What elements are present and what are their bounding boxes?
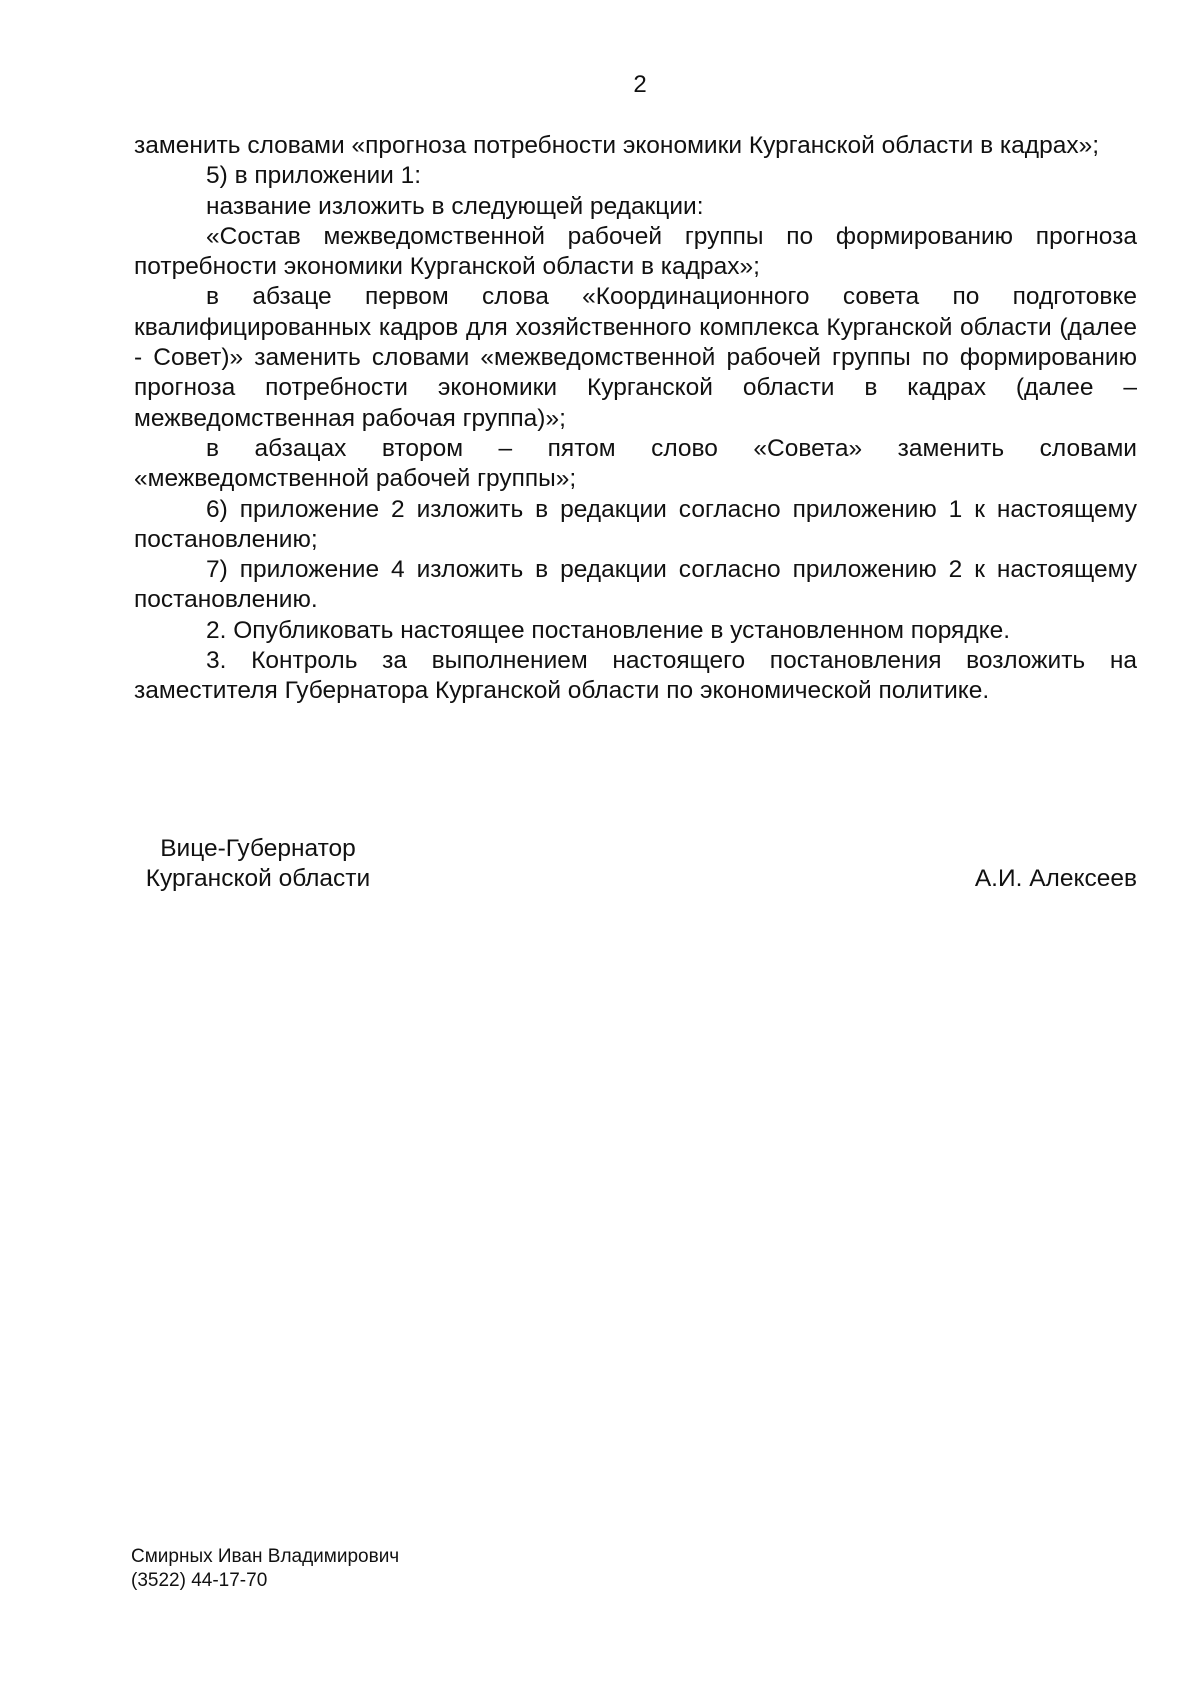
paragraph-replace-words: заменить словами «прогноза потребности экономики Курганской области в кадрах»; — [134, 132, 1099, 159]
signatory-name: А.И. Алексеев — [974, 865, 1137, 892]
paragraph-title-edit: название изложить в следующей редакции: — [206, 192, 704, 220]
paragraph-abzacs-2-5: в абзацах втором – пятом слово «Совета» заменить словами «межведомственной рабочей группы»; — [134, 434, 1137, 493]
signatory-position-line1: Вице-Губернатор — [160, 835, 356, 862]
paragraph-first-abzac: в абзаце первом слова «Координационного совета по подготовке квалифицированных кадров для хозяйственного комплекса Курганской области (далее - Совет)» заменить словами «межведомственной рабочей группы по формированию прогноза потребности экономики Курганской области в кадрах (далее – межведомственная рабочая группа)»; — [134, 283, 1137, 432]
signatory-position — [128, 834, 388, 895]
paragraph-item-5: 5) в приложении 1: — [206, 162, 422, 190]
paragraph-publish: 2. Опубликовать настоящее постановление в установленном порядке. — [206, 616, 1011, 644]
executor-name: Смирных Иван Владимирович — [131, 1546, 400, 1567]
document-body — [134, 131, 1137, 707]
executor-phone: (3522) 44-17-70 — [131, 1570, 268, 1591]
signatory-position-line2: Курганской области — [145, 865, 371, 893]
paragraph-new-title: «Состав межведомственной рабочей группы по формированию прогноза потребности экономики Курганской области в кадрах»; — [134, 222, 1137, 281]
paragraph-item-6: 6) приложение 2 изложить в редакции согласно приложению 1 к настоящему постановлению; — [134, 495, 1137, 553]
paragraph-control: 3. Контроль за выполнением настоящего постановления возложить на заместителя Губернатора Курганской области по экономической политике. — [134, 647, 1137, 705]
paragraph-item-7: 7) приложение 4 изложить в редакции согласно приложению 2 к настоящему постановлению. — [134, 556, 1137, 614]
page-number: 2 — [633, 71, 647, 98]
executor-info — [131, 1545, 399, 1593]
